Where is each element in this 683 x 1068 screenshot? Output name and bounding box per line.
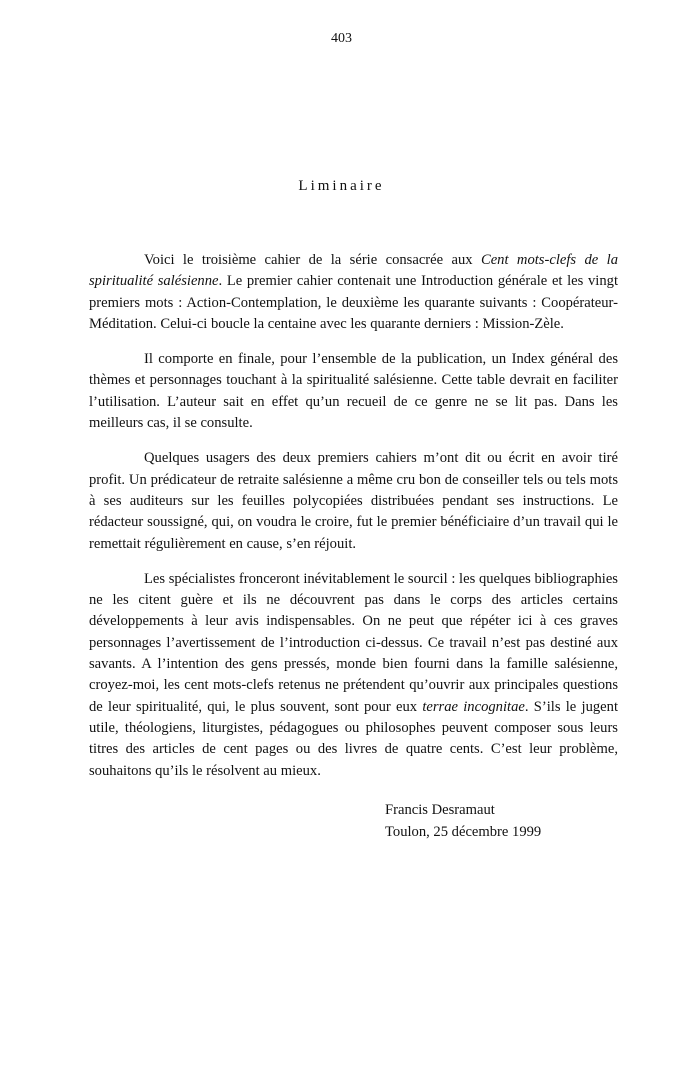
paragraph-2-text: Il comporte en finale, pour l’ensemble de la publication, un Index général des thèmes et personnages touchant à la spiritualité salésienne. Cette table devrait en faciliter l’utilisation. L’auteur sait en effet qu’un recueil de ce genre ne se lit pas. Dans les meilleurs cas, il se consulte. bbox=[89, 351, 618, 432]
body-text bbox=[89, 250, 618, 782]
paragraph-4-italic-phrase: terrae incognitae bbox=[422, 698, 525, 715]
page-number: 403 bbox=[331, 31, 352, 46]
page-title: Liminaire bbox=[298, 178, 385, 194]
paragraph-3 bbox=[89, 448, 618, 554]
paragraph-1-text-a: Voici le troisième cahier de la série consacrée aux bbox=[144, 252, 481, 268]
place-date: Toulon, 25 décembre 1999 bbox=[385, 824, 542, 840]
paragraph-4 bbox=[89, 569, 618, 782]
paragraph-1 bbox=[89, 250, 618, 335]
paragraph-4-text-a: Les spécialistes fronceront inévitablement le sourcil : les quelques bibliographies ne les citent guère et ils ne découvrent pas dans le corps des articles certains développements à leur avis indispensables. On ne peut que répéter ici à ces graves personnages l’avertissement de l’introduction ci-dessus. Ce travail n’est pas destiné aux savants. A l’intention des gens pressés, monde bien fourni dans la famille salésienne, croyez-moi, les cent mots-clefs retenus ne prétendent qu’ouvrir aux principales questions de leur spiritualité, qui, le plus souvent, sont pour eux bbox=[89, 570, 618, 715]
paragraph-4-text-b: . S’ils le jugent utile, théologiens, liturgistes, pédagogues ou philosophes peuvent composer sous leurs titres des articles de cent pages ou des livres de quatre cents. C’est leur problème, souhaitons qu’ils le résolvent au mieux. bbox=[89, 698, 618, 779]
paragraph-1-italic-title: Cent mots-clefs de la spiritualité salésienne bbox=[89, 252, 618, 290]
signature bbox=[385, 799, 541, 843]
paragraph-1-text-b: . Le premier cahier contenait une Introduction générale et les vingt premiers mots : Action-Contemplation, le deuxième les quarante suivants : Coopérateur-Méditation. Celui-ci boucle la centaine avec les quarante derniers : Mission-Zèle. bbox=[89, 273, 618, 332]
author-name: Francis Desramaut bbox=[385, 802, 495, 818]
paragraph-2 bbox=[89, 349, 618, 434]
paragraph-3-text: Quelques usagers des deux premiers cahiers m’ont dit ou écrit en avoir tiré profit. Un prédicateur de retraite salésienne a même cru bon de conseiller tels ou tels mots à ses auditeurs sur les feuilles polycopiées distribuées pendant ses instructions. Le rédacteur soussigné, qui, on voudra le croire, fut le premier bénéficiaire d’un travail qui le remettait régulièrement en cause, s’en réjouit. bbox=[89, 450, 618, 552]
